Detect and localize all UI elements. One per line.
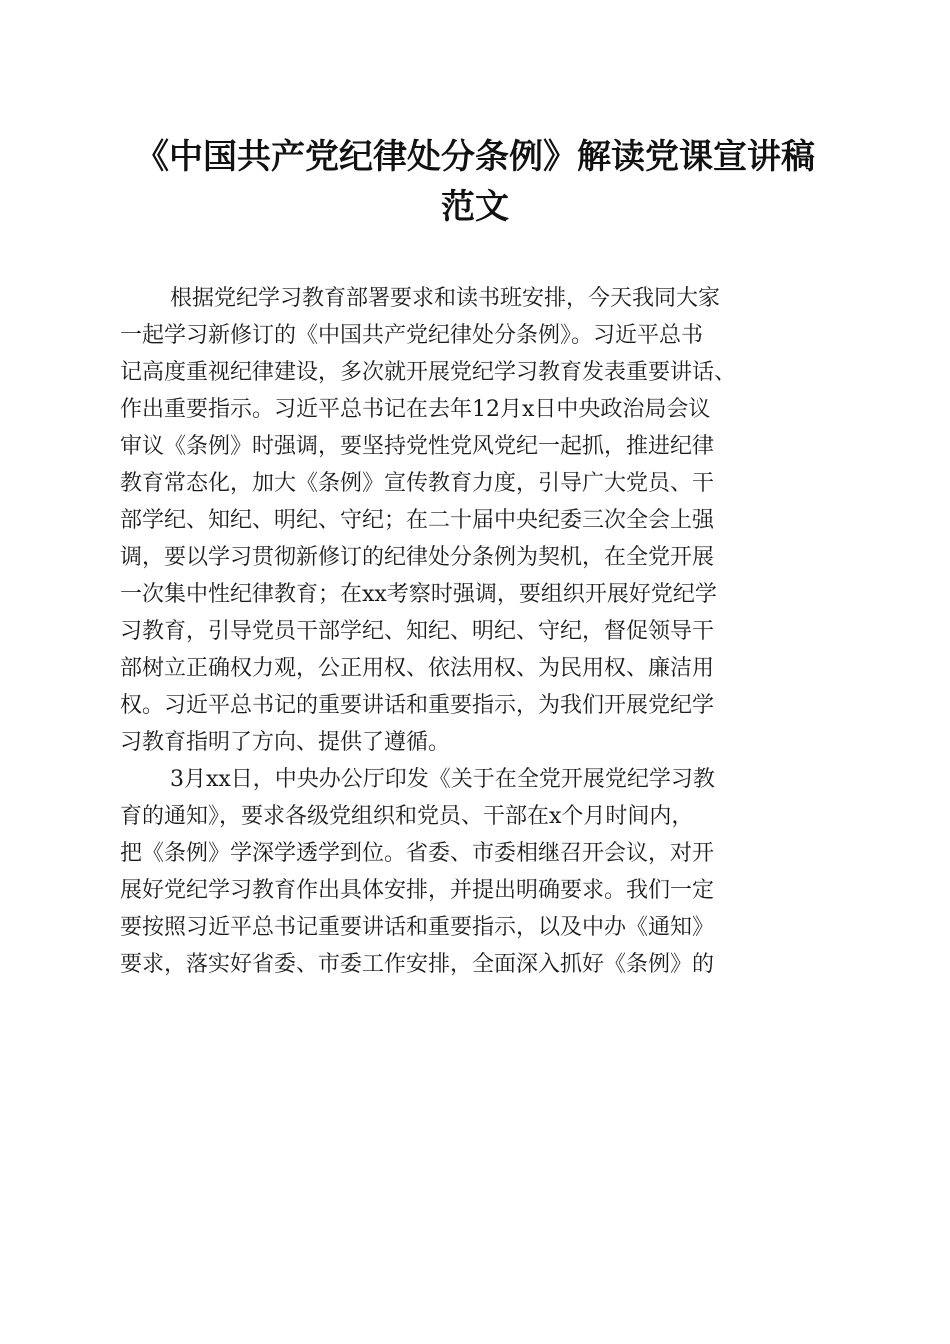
document-body	[120, 280, 832, 983]
text-line: 3月xx日，中央办公厅印发《关于在全党开展党纪学习教	[170, 767, 715, 792]
title-line: 《中国共产党纪律处分条例》解读党课宣讲稿	[135, 137, 815, 177]
text-line: 调，要以学习贯彻新修订的纪律处分条例为契机，在全党开展	[120, 545, 715, 570]
text-line: 根据党纪学习教育部署要求和读书班安排，今天我同大家	[170, 286, 721, 311]
paragraph-1	[120, 280, 832, 761]
document-title	[100, 132, 850, 232]
text-line: 部学纪、知纪、明纪、守纪；在二十届中央纪委三次全会上强	[120, 508, 715, 533]
text-line: 审议《条例》时强调，要坚持党性党风党纪一起抓，推进纪律	[120, 434, 715, 459]
text-line: 展好党纪学习教育作出具体安排，并提出明确要求。我们一定	[120, 878, 715, 903]
text-line: 习教育，引导党员干部学纪、知纪、明纪、守纪，督促领导干	[120, 619, 715, 644]
text-line: 要求，落实好省委、市委工作安排，全面深入抓好《条例》的	[120, 952, 715, 977]
paragraph-2	[120, 761, 832, 983]
text-line: 一次集中性纪律教育；在xx考察时强调，要组织开展好党纪学	[120, 582, 717, 607]
text-line: 权。习近平总书记的重要讲话和重要指示，为我们开展党纪学	[120, 693, 715, 718]
text-line: 一起学习新修订的《中国共产党纪律处分条例》。习近平总书	[120, 323, 704, 348]
text-line: 把《条例》学深学透学到位。省委、市委相继召开会议，对开	[120, 841, 715, 866]
text-line: 要按照习近平总书记重要讲话和重要指示，以及中办《通知》	[120, 915, 715, 940]
text-line: 部树立正确权力观，公正用权、依法用权、为民用权、廉洁用	[120, 656, 715, 681]
text-line: 作出重要指示。习近平总书记在去年12月x日中央政治局会议	[120, 397, 711, 422]
title-line: 范文	[441, 187, 509, 227]
text-line: 记高度重视纪律建设，多次就开展党纪学习教育发表重要讲话、	[120, 360, 737, 385]
text-line: 习教育指明了方向、提供了遵循。	[120, 730, 451, 755]
text-line: 育的通知》，要求各级党组织和党员、干部在x个月时间内，	[120, 804, 694, 829]
text-line: 教育常态化，加大《条例》宣传教育力度，引导广大党员、干	[120, 471, 715, 496]
